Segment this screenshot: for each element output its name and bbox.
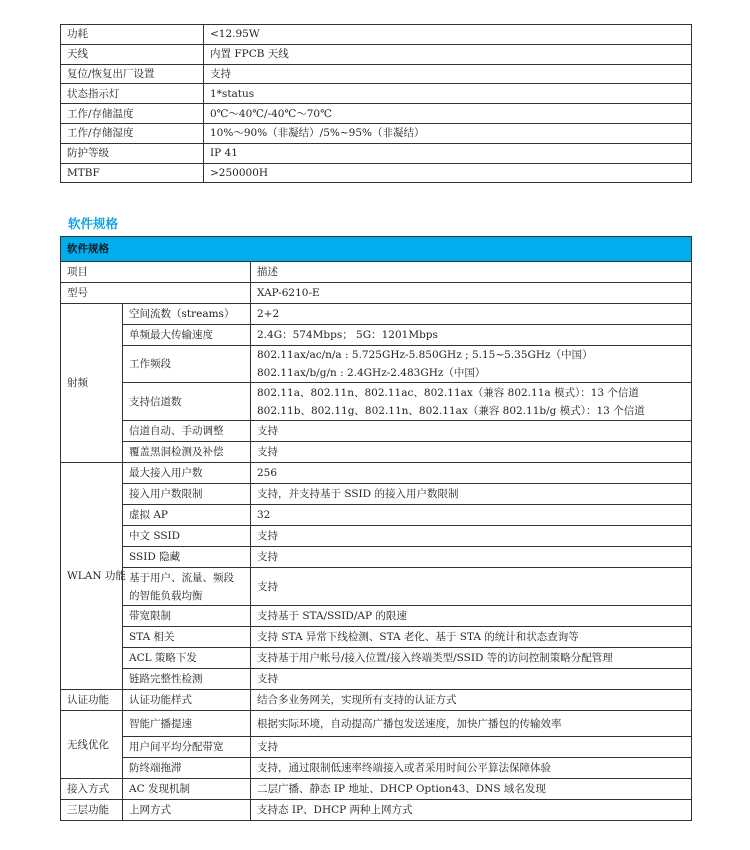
table-row [61,463,692,484]
table-header: 软件规格 [61,237,692,262]
spec-item-line: 覆盖黑洞检测及补偿 [129,446,224,458]
spec-value-line: 支持 [257,673,278,685]
table-row [61,547,692,568]
spec-value-line: 支持 [257,530,278,542]
table-row [61,44,692,64]
spec-value-line: 32 [257,509,271,521]
spec-item [123,526,251,547]
spec-value [251,779,692,800]
column-header-desc: 描述 [251,262,692,283]
spec-value-line: 802.11a、802.11n、802.11ac、802.11ax（兼容 802.11a 模式）：13 个信道 [257,386,639,399]
spec-value [251,606,692,627]
table-row [61,84,692,104]
spec-value [251,737,692,758]
table-row [61,64,692,84]
table-row [61,383,692,421]
table-row [61,104,692,124]
column-header-item: 项目 [61,262,251,283]
spec-value [251,711,692,737]
spec-item: 工作/存储湿度 [61,123,204,143]
table-row [61,163,692,183]
spec-item [123,606,251,627]
spec-value [251,484,692,505]
spec-item [123,547,251,568]
spec-item [123,758,251,779]
group-label: WLAN 功能 [61,463,123,690]
table-row [61,779,692,800]
spec-item: 功耗 [61,25,204,45]
spec-value-line: 支持基于 STA/SSID/AP 的限速 [257,610,407,622]
spec-value [251,505,692,526]
spec-item-line: 上网方式 [129,804,171,816]
spec-item [123,669,251,690]
spec-value [251,325,692,346]
table-row [61,758,692,779]
group-label: 认证功能 [61,690,123,711]
table-row [61,143,692,163]
model-value: XAP-6210-E [251,283,692,304]
spec-item: 状态指示灯 [61,84,204,104]
spec-value [251,547,692,568]
spec-item-line: 链路完整性检测 [129,673,203,685]
spec-item: 天线 [61,44,204,64]
software-spec-table [60,236,692,821]
table-row [61,568,692,606]
spec-value: >250000H [204,163,692,183]
spec-item-line: 虚拟 AP [129,509,168,521]
table-row [61,484,692,505]
spec-item [123,346,251,383]
spec-item-line: 单频最大传输速度 [129,329,213,341]
spec-value [251,627,692,648]
spec-item-line: 中文 SSID [129,530,181,542]
spec-value: IP 41 [204,143,692,163]
spec-value: 10%～90%（非凝结）/5%~95%（非凝结） [204,123,692,143]
model-row [61,283,692,304]
spec-item [123,711,251,737]
spec-item [123,442,251,463]
table-row [61,304,692,325]
spec-item [123,627,251,648]
table-row [61,123,692,143]
spec-value-line: 支持态 IP、DHCP 两种上网方式 [257,804,413,816]
group-label: 射频 [61,304,123,463]
spec-value-line: 802.11ax/b/g/n : 2.4GHz-2.483GHz（中国） [257,367,486,379]
spec-item: 防护等级 [61,143,204,163]
spec-item-line: STA 相关 [129,631,175,643]
spec-item-line: 认证功能样式 [129,694,192,706]
spec-item-line: 带宽限制 [129,610,171,622]
spec-item-line: 信道自动、手动调整 [129,425,224,437]
spec-item-line: 空间流数（streams） [129,308,235,320]
spec-value [251,758,692,779]
section-title: 软件规格 [68,216,119,231]
spec-value-line: 支持，通过限制低速率终端接入或者采用时间公平算法保障体验 [257,762,551,774]
spec-item: 复位/恢复出厂设置 [61,64,204,84]
spec-value-line: 支持 [257,425,278,437]
spec-value [251,568,692,606]
group-label: 三层功能 [61,800,123,821]
table-row [61,421,692,442]
spec-item [123,325,251,346]
spec-item [123,484,251,505]
spec-item [123,421,251,442]
spec-value-line: 256 [257,467,278,479]
spec-value-line: 支持 [257,580,278,593]
table-row [61,346,692,383]
spec-item [123,648,251,669]
spec-value-line: 结合多业务网关，实现所有支持的认证方式 [257,694,457,706]
spec-item-line: SSID 隐藏 [129,551,181,563]
spec-value [251,690,692,711]
spec-item [123,505,251,526]
spec-item-line: 的智能负载均衡 [129,589,203,602]
spec-value-line: 802.11ax/ac/n/a : 5.725GHz-5.850GHz ; 5.15~5.35GHz（中国） [257,349,593,361]
table-row [61,606,692,627]
spec-value: 0℃～40℃/-40℃～70℃ [204,104,692,124]
spec-value-line: 2+2 [257,308,280,320]
spec-item [123,779,251,800]
spec-item-line: 最大接入用户数 [129,467,203,479]
spec-value: 支持 [204,64,692,84]
spec-item: 工作/存储温度 [61,104,204,124]
table-row [61,711,692,737]
model-label: 型号 [61,283,251,304]
spec-item-line: 接入用户数限制 [129,488,203,500]
group-label: 无线优化 [61,711,123,779]
spec-value-line: 二层广播、静态 IP 地址、DHCP Option43、DNS 域名发现 [257,783,546,795]
hardware-spec-table [60,24,692,183]
spec-value [251,800,692,821]
spec-value-line: 根据实际环境，自动提高广播包发送速度，加快广播包的传输效率 [257,717,562,730]
spec-value-line: 支持 [257,446,278,458]
spec-value-line: 802.11b、802.11g、802.11n、802.11ax（兼容 802.11b/g 模式）：13 个信道 [257,404,645,417]
spec-item-line: 用户间平均分配带宽 [129,741,224,753]
spec-value-line: 2.4G：574Mbps； 5G：1201Mbps [257,329,438,341]
table-row [61,690,692,711]
table-row [61,737,692,758]
table-row [61,526,692,547]
spec-item [123,737,251,758]
spec-value [251,383,692,421]
spec-value-line: 支持，并支持基于 SSID 的接入用户数限制 [257,488,459,500]
spec-item [123,304,251,325]
table-row [61,800,692,821]
spec-value-line: 支持 STA 异常下线检测、STA 老化、基于 STA 的统计和状态查询等 [257,631,579,643]
spec-item [123,383,251,421]
spec-value: 内置 FPCB 天线 [204,44,692,64]
spec-value [251,421,692,442]
spec-item-line: 智能广播提速 [129,717,192,730]
spec-item [123,690,251,711]
table-row [61,442,692,463]
spec-value [251,526,692,547]
spec-value: <12.95W [204,25,692,45]
table-row [61,648,692,669]
spec-value [251,648,692,669]
spec-item [123,800,251,821]
spec-item-line: 工作频段 [129,358,171,370]
column-header-row [61,262,692,283]
spec-item-line: AC 发现机制 [129,783,190,795]
spec-value: 1*status [204,84,692,104]
group-label: 接入方式 [61,779,123,800]
spec-value [251,442,692,463]
table-row [61,325,692,346]
table-row [61,505,692,526]
spec-item-line: 支持信道数 [129,395,182,408]
spec-item [123,568,251,606]
table-header-row [61,237,692,262]
spec-item-line: 基于用户、流量、频段 [129,571,234,584]
table-row [61,25,692,45]
table-row [61,627,692,648]
spec-item: MTBF [61,163,204,183]
spec-value-line: 支持 [257,741,278,753]
spec-value-line: 支持 [257,551,278,563]
spec-value [251,669,692,690]
spec-item-line: 防终端拖滞 [129,762,182,774]
spec-value-line: 支持基于用户帐号/接入位置/接入终端类型/SSID 等的访问控制策略分配管理 [257,652,613,664]
spec-value [251,463,692,484]
spec-item [123,463,251,484]
table-row [61,669,692,690]
spec-item-line: ACL 策略下发 [129,652,197,664]
spec-value [251,304,692,325]
spec-value [251,346,692,383]
